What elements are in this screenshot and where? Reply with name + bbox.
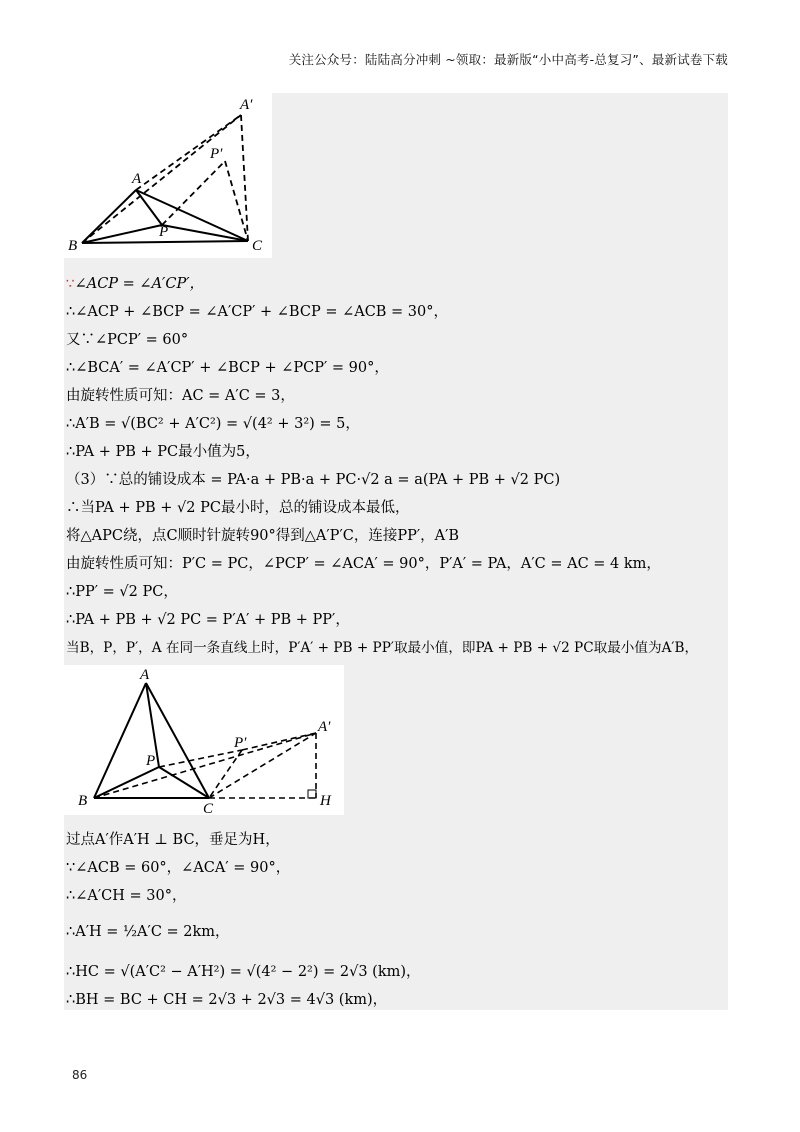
label-p-prime: P′ [210,146,223,162]
label-h: H [320,793,331,809]
text-line-6: ∴A′B = √(BC² + A′C²) = √(4² + 3²) = 5， [66,416,360,432]
text-line-16: ∵∠ACB = 60°，∠ACA′ = 90°， [66,860,291,876]
text-line-1: ∵∠ACP = ∠A′CP′， [66,276,204,292]
text-line-18: ∴A′H = ½A′C = 2km， [66,924,230,940]
text-line-19: ∴HC = √(A′C² − A′H²) = √(4² − 2²) = 2√3 (km)， [66,964,421,980]
text-line-20: ∴BH = BC + CH = 2√3 + 2√3 = 4√3 (km)， [66,992,388,1008]
label-p-prime: P′ [234,735,247,751]
page-header: 关注公众号：陆陆高分冲刺 ~领取：最新版“小中高考-总复习”、最新试卷下载 [288,52,728,67]
text-line-10: 将△APC绕，点C顺时针旋转90°得到△A′P′C，连接PP′，A′B [66,528,460,544]
text-line-8: （3）∵总的铺设成本 = PA·a + PB·a + PC·√2 a = a(PA + PB + √2 PC) [66,472,561,488]
figure-triangle-rotation-1 [64,93,272,258]
label-a-prime: A′ [318,719,331,735]
text-line-7: ∴PA + PB + PC最小值为5， [66,444,260,460]
label-a: A [132,171,142,187]
text-line-13: ∴PA + PB + √2 PC = P′A′ + PB + PP′， [66,612,350,628]
text-line-4: ∴∠BCA′ = ∠A′CP′ + ∠BCP + ∠PCP′ = 90°， [66,360,389,376]
text-line-17: ∴∠A′CH = 30°， [66,888,187,904]
label-a: A [140,667,150,683]
page-number: 86 [72,1068,88,1082]
text-line-14: 当B，P，P′，A 在同一条直线上时，P′A′ + PB + PP′取最小值，即PA + PB + √2 PC取最小值为A′B， [66,640,699,656]
label-c: C [203,801,214,815]
text-line-2: ∴∠ACP + ∠BCP = ∠A′CP′ + ∠BCP = ∠ACB = 30°， [66,304,449,320]
label-b: B [78,793,88,809]
text-line-9: ∴当PA + PB + √2 PC最小时，总的铺设成本最低， [66,500,410,516]
text-line-3: 又∵∠PCP′ = 60° [66,332,189,348]
text-line-12: ∴PP′ = √2 PC， [66,584,178,600]
label-p: P [146,753,156,769]
text-line-11: 由旋转性质可知：P′C = PC，∠PCP′ = ∠ACA′ = 90°，P′A′ = PA，A′C = AC = 4 km， [66,556,661,572]
label-p: P [159,224,169,240]
text-line-15: 过点A′作A′H ⊥ BC，垂足为H， [66,832,280,848]
label-b: B [68,238,78,254]
text-line-5: 由旋转性质可知：AC = A′C = 3， [66,388,295,404]
label-a-prime: A′ [240,97,253,113]
figure-triangle-rotation-2 [64,665,344,815]
label-c: C [252,238,263,254]
